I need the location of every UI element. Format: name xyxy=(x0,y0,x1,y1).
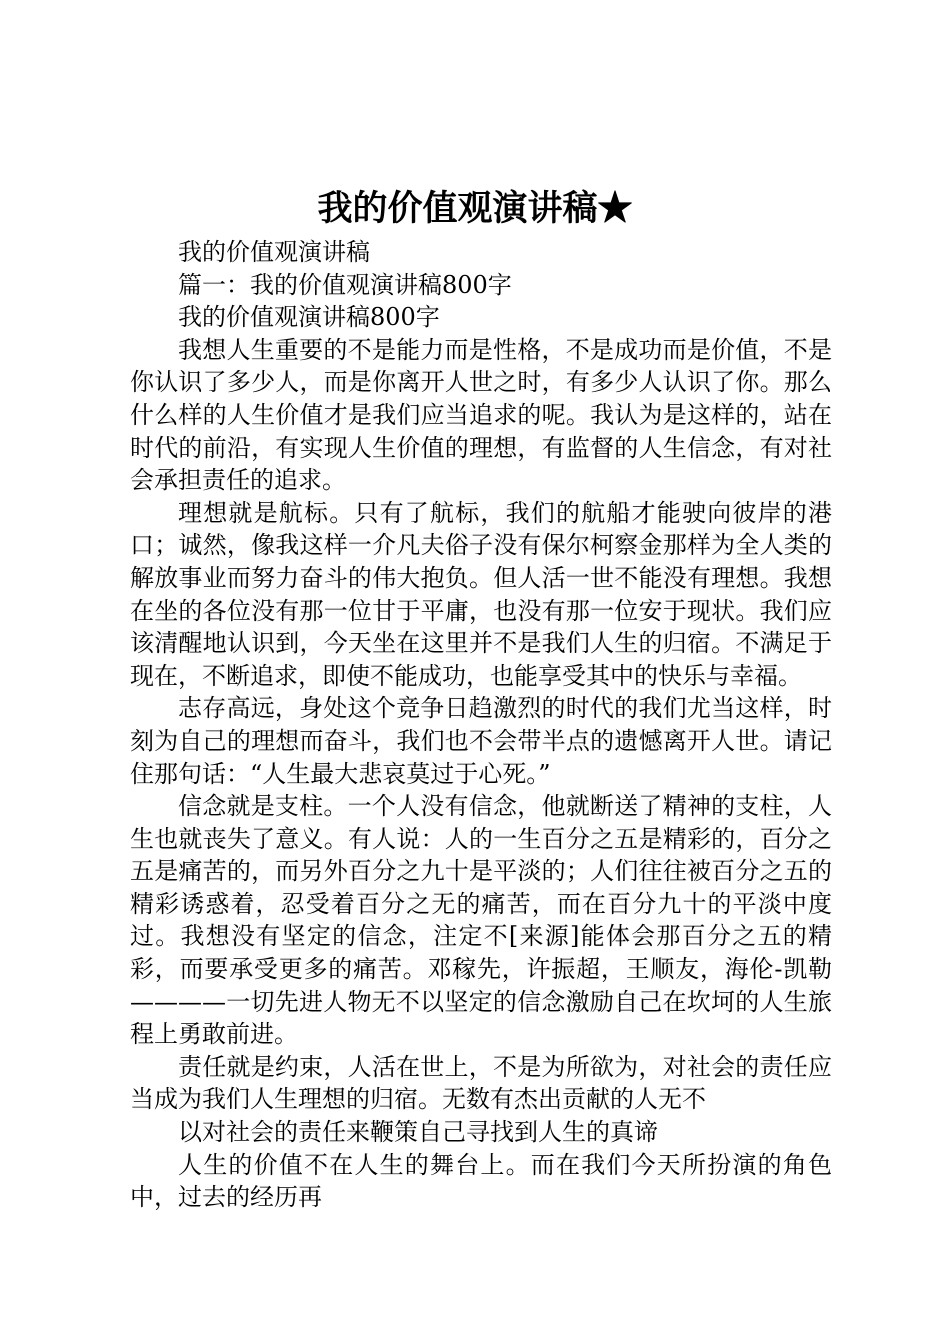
paragraph-intro: 我想人生重要的不是能力而是性格，不是成功而是价值，不是你认识了多少人，而是你离开人世之时，有多少人认识了你。那么什么样的人生价值才是我们应当追求的呢。我认为是这样的，站在时代的前沿，有实现人生价值的理想，有监督的人生信念，有对社会承担责任的追求。 xyxy=(130,335,832,495)
document-title: 我的价值观演讲稿★ xyxy=(317,188,633,229)
paragraph-responsibility-cont: 以对社会的责任来鞭策自己寻找到人生的真谛 xyxy=(178,1118,658,1147)
paragraph-ambition: 志存高远，身处这个竞争日趋激烈的时代的我们尤当这样，时刻为自己的理想而奋斗，我们也不会带半点的遗憾离开人世。请记住那句话：“人生最大悲哀莫过于心死。” xyxy=(130,694,832,788)
paragraph-belief: 信念就是支柱。一个人没有信念，他就断送了精神的支柱，人生也就丧失了意义。有人说：人的一生百分之五是精彩的，百分之五是痛苦的，而另外百分之九十是平淡的；人们往往被百分之五的精彩诱惑着，忍受着百分之无的痛苦，而在百分九十的平淡中度过。我想没有坚定的信念，注定不[来源]能体会那百分之五的精彩，而要承受更多的痛苦。邓稼先，许振超，王顺友，海伦-凯勒————一切先进人物无不以坚定的信念激励自己在坎坷的人生旅程上勇敢前进。 xyxy=(130,792,832,1049)
paragraph-ideals: 理想就是航标。只有了航标，我们的航船才能驶向彼岸的港口；诚然，像我这样一介凡夫俗子没有保尔柯察金那样为全人类的解放事业而努力奋斗的伟大抱负。但人活一世不能没有理想。我想在坐的各位没有那一位甘于平庸，也没有那一位安于现状。我们应该清醒地认识到，今天坐在这里并不是我们人生的归宿。不满足于现在，不断追求，即使不能成功，也能享受其中的快乐与幸福。 xyxy=(130,498,832,690)
paragraph-heading-sub: 我的价值观演讲稿800字 xyxy=(178,303,440,332)
paragraph-heading-part-one: 篇一：我的价值观演讲稿800字 xyxy=(178,270,512,299)
paragraph-value: 人生的价值不在人生的舞台上。而在我们今天所扮演的角色中，过去的经历再 xyxy=(130,1150,832,1212)
document-body xyxy=(130,236,832,1214)
paragraph-responsibility: 责任就是约束，人活在世上，不是为所欲为，对社会的责任应当成为我们人生理想的归宿。无数有杰出贡献的人无不 xyxy=(130,1052,832,1114)
paragraph-heading-main: 我的价值观演讲稿 xyxy=(178,238,370,266)
